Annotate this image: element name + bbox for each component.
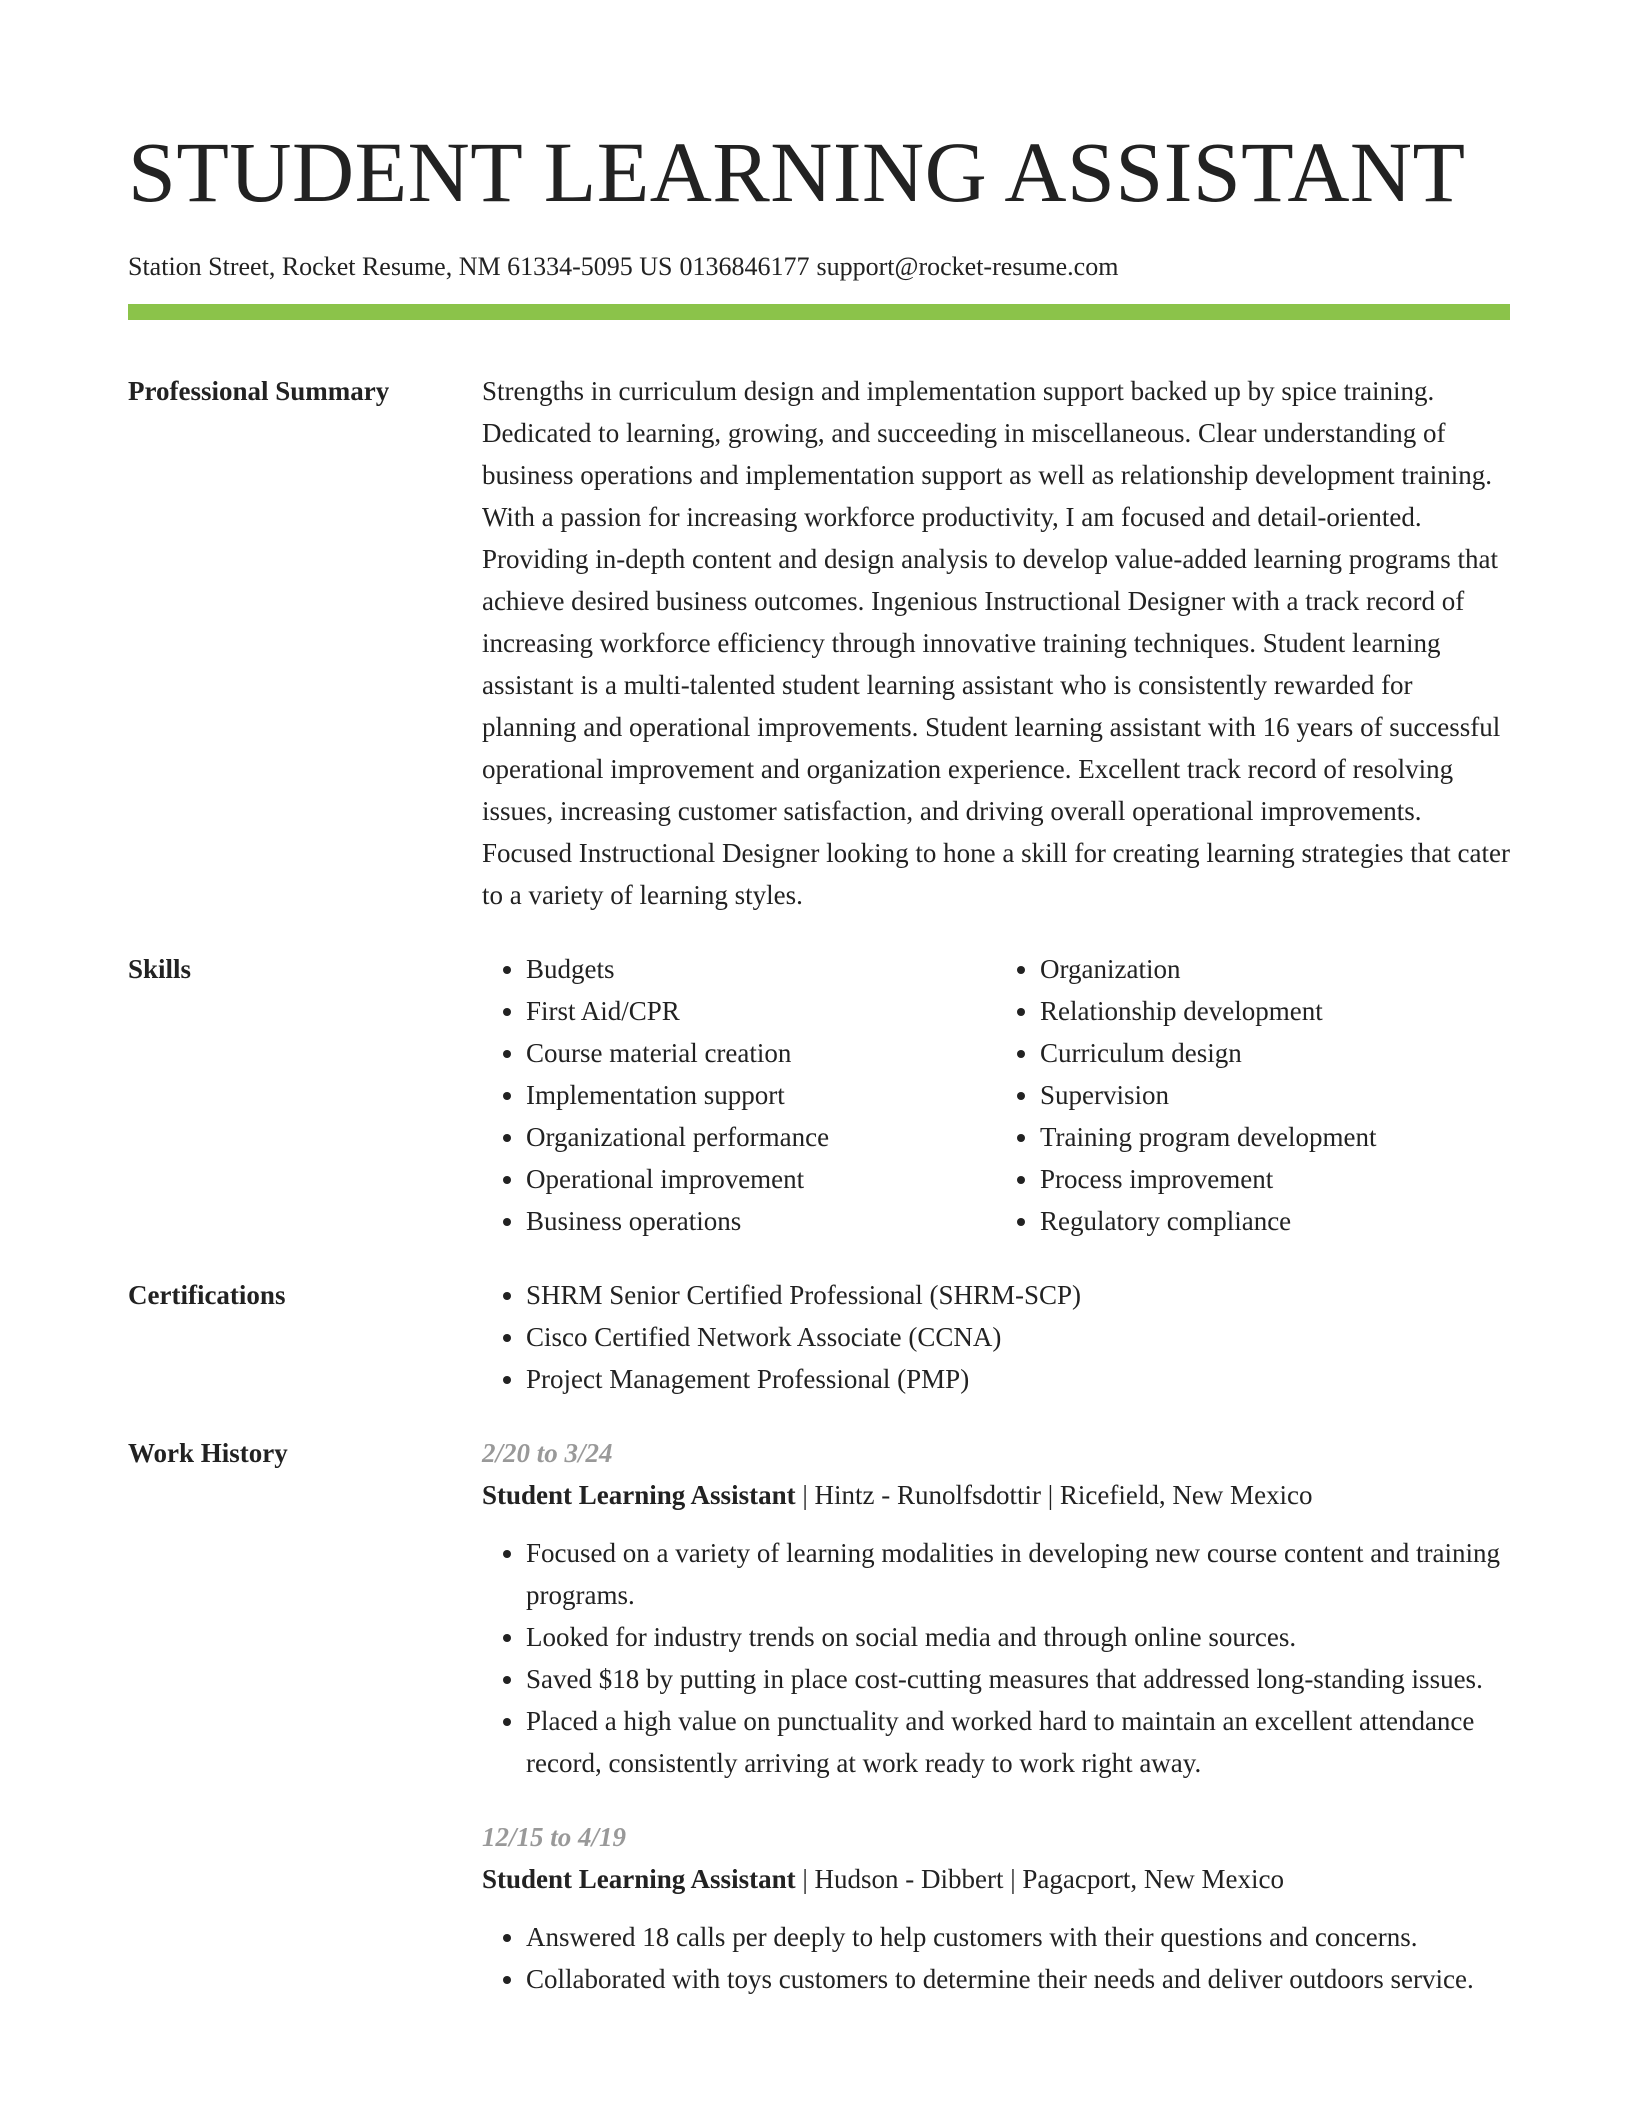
job-bullet: • Saved $18 by putting in place cost-cutting measures that addressed long-standing issues. [526, 1658, 1510, 1700]
job-heading [482, 1474, 1510, 1516]
job-dates: 2/20 to 3/24 [482, 1438, 613, 1468]
address: Station Street, Rocket Resume, NM 61334-5095 US [128, 252, 673, 281]
certifications-section [128, 1274, 1510, 1400]
job-bullet: • Focused on a variety of learning modalities in developing new course content and training programs. [526, 1532, 1510, 1616]
skill-item: • Organizational performance [526, 1116, 996, 1158]
work-history-heading: Work History [128, 1438, 288, 1468]
skills-list-right [996, 948, 1510, 1242]
summary-heading: Professional Summary [128, 376, 390, 406]
accent-divider [128, 304, 1510, 320]
skill-item: • Business operations [526, 1200, 996, 1242]
skill-item: • Regulatory compliance [1040, 1200, 1510, 1242]
certifications-heading: Certifications [128, 1280, 286, 1310]
resume-page [128, 0, 1510, 2000]
job-entry [482, 1816, 1510, 2000]
contact-line [128, 250, 1510, 284]
skill-item: • Process improvement [1040, 1158, 1510, 1200]
skill-item: • Operational improvement [526, 1158, 996, 1200]
job-bullets [482, 1532, 1510, 1784]
email: support@rocket-resume.com [816, 252, 1119, 281]
job-title: Student Learning Assistant [482, 1480, 796, 1510]
job-bullet: • Looked for industry trends on social media and through online sources. [526, 1616, 1510, 1658]
skill-item: • Implementation support [526, 1074, 996, 1116]
job-details: | Hintz - Runolfsdottir | Ricefield, New Mexico [795, 1480, 1313, 1510]
certification-item: • Project Management Professional (PMP) [526, 1358, 1510, 1400]
work-history-section [128, 1432, 1510, 2000]
job-heading [482, 1858, 1510, 1900]
job-bullets [482, 1916, 1510, 2000]
skills-section [128, 948, 1510, 1242]
skill-item: • Relationship development [1040, 990, 1510, 1032]
skills-list-left [482, 948, 996, 1242]
job-dates: 12/15 to 4/19 [482, 1822, 627, 1852]
summary-section [128, 370, 1510, 916]
skill-item: • First Aid/CPR [526, 990, 996, 1032]
certification-item: • Cisco Certified Network Associate (CCNA) [526, 1316, 1510, 1358]
skill-item: • Budgets [526, 948, 996, 990]
summary-text: Strengths in curriculum design and implementation support backed up by spice training. Dedicated to learning, growing, and succeeding in miscellaneous. Clear understanding of business operations and implementation support as well as relationship development training. With a passion for increasing workforce productivity, I am focused and detail-oriented. Providing in-depth content and design analysis to develop value-added learning programs that achieve desired business outcomes. Ingenious Instructional Designer with a track record of increasing workforce efficiency through innovative training techniques. Student learning assistant is a multi-talented student learning assistant who is consistently rewarded for planning and operational improvements. Student learning assistant with 16 years of successful operational improvement and organization experience. Excellent track record of resolving issues, increasing customer satisfaction, and driving overall operational improvements. Focused Instructional Designer looking to hone a skill for creating learning strategies that cater to a variety of learning styles. [482, 376, 1510, 910]
skill-item: • Supervision [1040, 1074, 1510, 1116]
job-title: Student Learning Assistant [482, 1864, 796, 1894]
resume-title: STUDENT LEARNING ASSISTANT [128, 124, 1466, 220]
phone: 0136846177 [679, 252, 810, 281]
job-bullet: • Placed a high value on punctuality and worked hard to maintain an excellent attendance record, consistently arriving at work ready to work right away. [526, 1700, 1510, 1784]
job-entry [482, 1432, 1510, 1784]
job-bullet: • Collaborated with toys customers to determine their needs and deliver outdoors service. [526, 1958, 1510, 2000]
skill-item: • Curriculum design [1040, 1032, 1510, 1074]
skill-item: • Organization [1040, 948, 1510, 990]
skills-heading: Skills [128, 954, 192, 984]
certification-item: • SHRM Senior Certified Professional (SHRM-SCP) [526, 1274, 1510, 1316]
skill-item: • Course material creation [526, 1032, 996, 1074]
certifications-list [482, 1274, 1510, 1400]
job-bullet: • Answered 18 calls per deeply to help customers with their questions and concerns. [526, 1916, 1510, 1958]
job-details: | Hudson - Dibbert | Pagacport, New Mexico [795, 1864, 1285, 1894]
skill-item: • Training program development [1040, 1116, 1510, 1158]
